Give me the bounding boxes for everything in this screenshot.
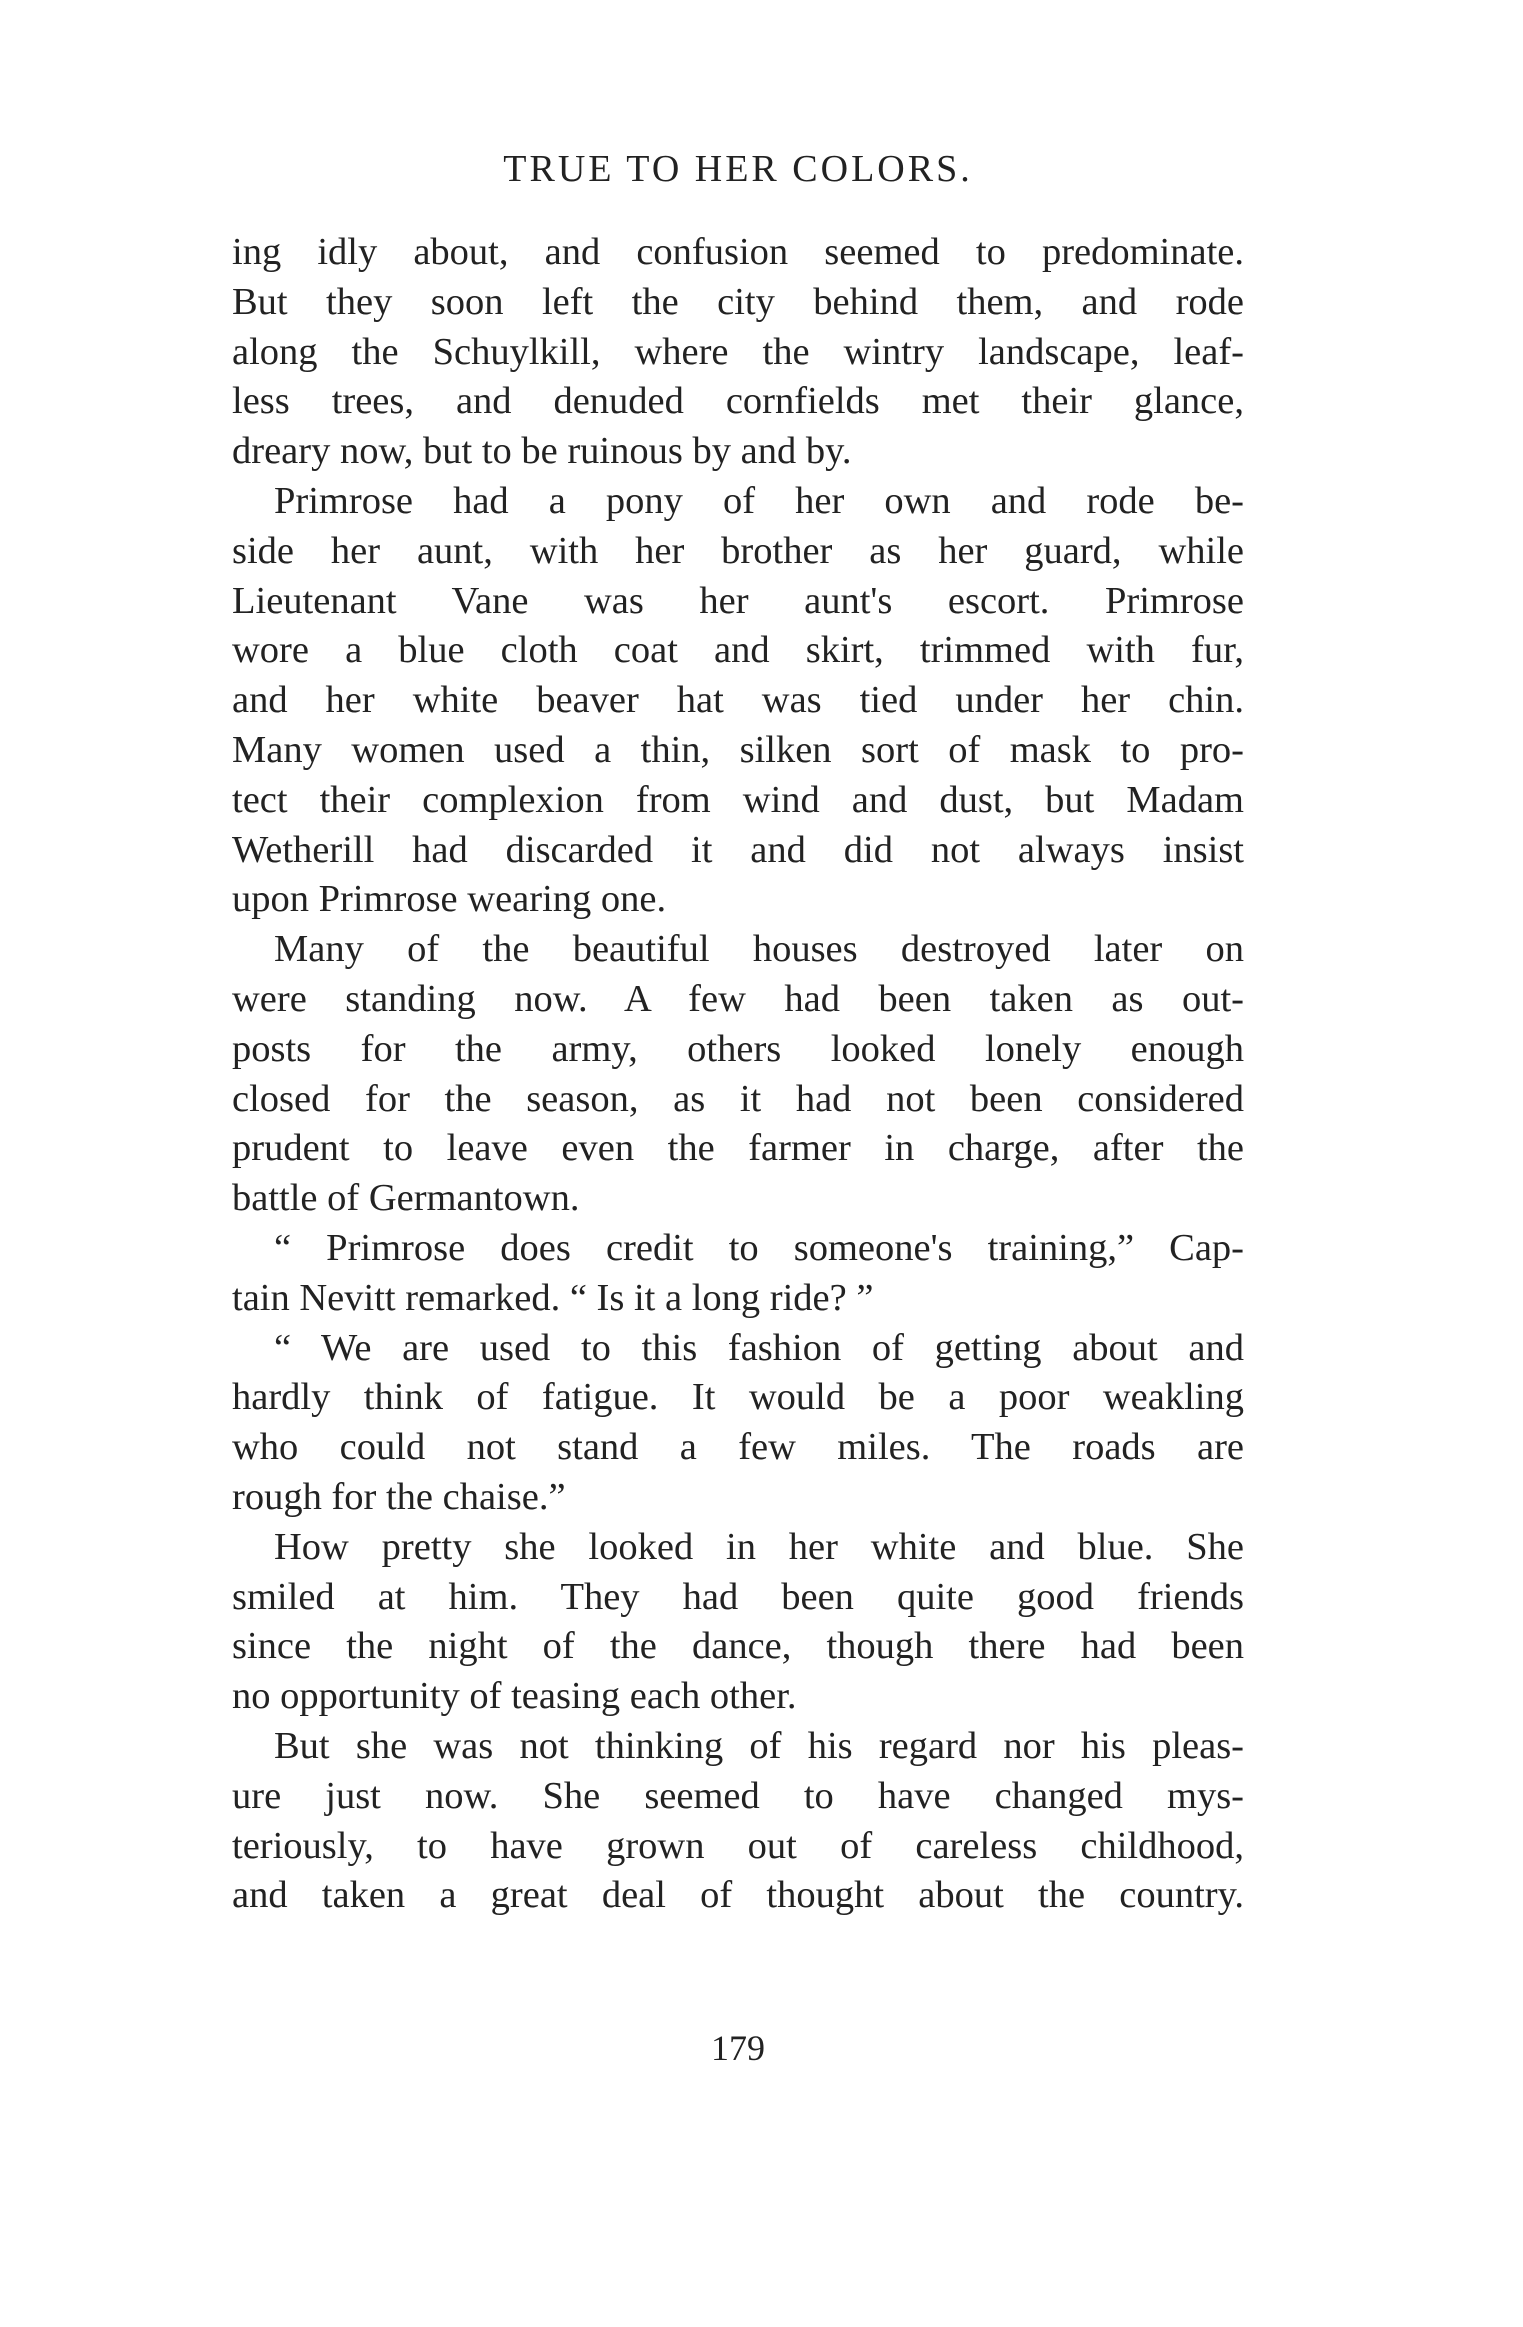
text-line: Many of the beautiful houses destroyed later on (274, 928, 1244, 971)
text-line: side her aunt, with her brother as her guard, while (232, 529, 1244, 572)
text-line: closed for the season, as it had not been considered (232, 1077, 1244, 1120)
text-line: Lieutenant Vane was her aunt's escort. Primrose (232, 579, 1244, 622)
paragraph (232, 1324, 1244, 1523)
paragraph (232, 477, 1244, 925)
text-line: How pretty she looked in her white and blue. She (274, 1525, 1244, 1568)
page-number: 179 (711, 2028, 765, 2068)
text-line: rough for the chaise.” (232, 1475, 566, 1518)
paragraph (232, 228, 1244, 477)
text-line: battle of Germantown. (232, 1177, 580, 1220)
text-line: upon Primrose wearing one. (232, 878, 667, 921)
text-line: dreary now, but to be ruinous by and by. (232, 430, 852, 473)
text-line: Wetherill had discarded it and did not always insist (232, 828, 1244, 871)
text-line: and taken a great deal of thought about the country. (232, 1874, 1244, 1917)
text-line: tain Nevitt remarked. “ Is it a long ride? ” (232, 1276, 874, 1319)
text-line: But she was not thinking of his regard nor his pleas- (274, 1724, 1244, 1767)
text-line: and her white beaver hat was tied under her chin. (232, 679, 1244, 722)
text-line: prudent to leave even the farmer in charge, after the (232, 1127, 1244, 1170)
text-line: But they soon left the city behind them, and rode (232, 280, 1244, 323)
text-line: since the night of the dance, though there had been (232, 1625, 1244, 1668)
text-line: teriously, to have grown out of careless childhood, (232, 1824, 1244, 1867)
text-line: smiled at him. They had been quite good friends (232, 1575, 1244, 1618)
text-line: Primrose had a pony of her own and rode be- (274, 479, 1244, 522)
paragraph (232, 925, 1244, 1224)
text-line: no opportunity of teasing each other. (232, 1675, 797, 1718)
text-line: less trees, and denuded cornfields met their glance, (232, 380, 1244, 423)
text-line: wore a blue cloth coat and skirt, trimmed with fur, (232, 629, 1244, 672)
text-line: were standing now. A few had been taken as out- (232, 977, 1244, 1020)
text-line: hardly think of fatigue. It would be a poor weakling (232, 1376, 1244, 1419)
text-line: ure just now. She seemed to have changed mys- (232, 1774, 1244, 1817)
text-line: “ Primrose does credit to someone's training,” Cap- (274, 1226, 1244, 1269)
text-line: who could not stand a few miles. The roads are (232, 1426, 1244, 1469)
text-line: ing idly about, and confusion seemed to predominate. (232, 231, 1244, 273)
text-line: Many women used a thin, silken sort of mask to pro- (232, 728, 1244, 771)
paragraph (232, 1224, 1244, 1324)
paragraph (232, 1523, 1244, 1722)
text-line: posts for the army, others looked lonely enough (232, 1027, 1244, 1070)
text-line: “ We are used to this fashion of getting about and (274, 1326, 1244, 1369)
text-line: along the Schuylkill, where the wintry landscape, leaf- (232, 330, 1244, 373)
body-text (232, 228, 1244, 1921)
running-head: TRUE TO HER COLORS. (503, 148, 973, 190)
text-line: tect their complexion from wind and dust, but Madam (232, 778, 1244, 821)
paragraph (232, 1722, 1244, 1921)
